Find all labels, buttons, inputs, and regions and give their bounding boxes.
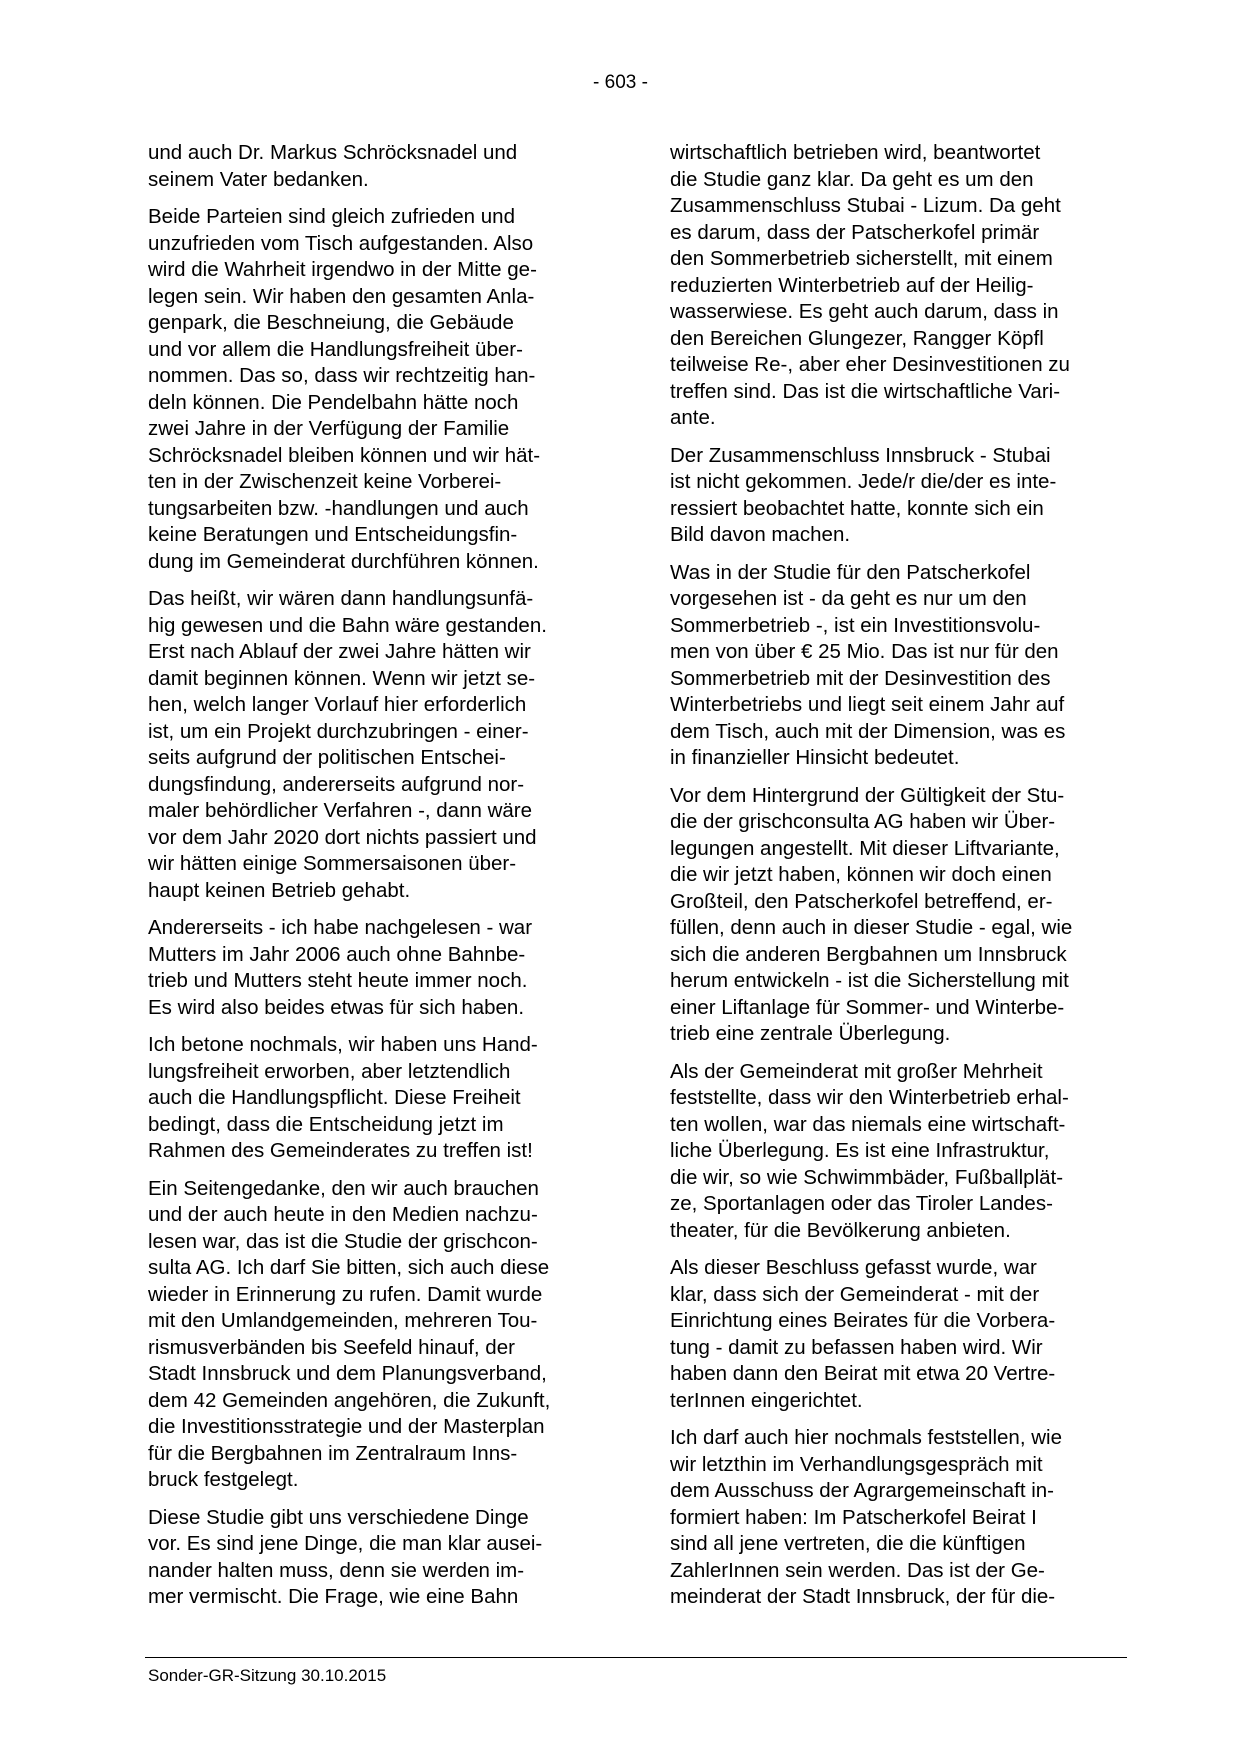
text-line: die Studie ganz klar. Da geht es um den	[670, 167, 1034, 191]
text-line: vor dem Jahr 2020 dort nichts passiert und	[148, 825, 537, 849]
text-line: tungsarbeiten bzw. -handlungen und auch	[148, 496, 529, 520]
text-line: auch die Handlungspflicht. Diese Freiheit	[148, 1086, 521, 1109]
text-line: Der Zusammenschluss Innsbruck - Stubai	[670, 443, 1051, 467]
paragraph	[148, 586, 628, 904]
text-line: tung - damit zu befassen haben wird. Wir	[670, 1335, 1043, 1359]
text-line: Beide Parteien sind gleich zufrieden und	[148, 205, 515, 228]
text-line: die wir jetzt haben, können wir doch einen	[670, 863, 1052, 886]
footer-text: Sonder-GR-Sitzung 30.10.2015	[148, 1666, 387, 1685]
text-line: dungsfindung, andererseits aufgrund nor-	[148, 772, 525, 796]
text-line: ten in der Zwischenzeit keine Vorberei-	[148, 470, 502, 493]
text-line: Was in der Studie für den Patscherkofel	[670, 560, 1031, 584]
text-line: Ich betone nochmals, wir haben uns Hand-	[148, 1033, 538, 1056]
text-line: Winterbetriebs und liegt seit einem Jahr auf	[670, 693, 1065, 716]
paragraph	[670, 560, 1150, 772]
paragraph	[670, 783, 1150, 1048]
text-line: wir hätten einige Sommersaisonen über-	[148, 852, 517, 875]
text-line: mit den Umlandgemeinden, mehreren Tou-	[148, 1309, 538, 1332]
text-line: terInnen eingerichtet.	[670, 1388, 863, 1412]
text-line: Ein Seitengedanke, den wir auch brauchen	[148, 1176, 539, 1200]
text-line: die der grischconsulta AG haben wir Über-	[670, 810, 1056, 833]
text-line: haupt keinen Betrieb gehabt.	[148, 878, 411, 902]
text-line: zwei Jahre in der Verfügung der Familie	[148, 417, 510, 440]
text-line: unzufrieden vom Tisch aufgestanden. Also	[148, 231, 534, 255]
text-line: lungsfreiheit erworben, aber letztendlich	[148, 1059, 511, 1083]
text-line: wieder in Erinnerung zu rufen. Damit wurde	[148, 1282, 543, 1306]
text-line: men von über € 25 Mio. Das ist nur für den	[670, 640, 1059, 663]
text-line: Erst nach Ablauf der zwei Jahre hätten wir	[148, 640, 531, 663]
text-line: für die Bergbahnen im Zentralraum Inns-	[148, 1441, 518, 1465]
text-line: Andererseits - ich habe nachgelesen - war	[148, 916, 533, 939]
text-line: formiert haben: Im Patscherkofel Beirat I	[670, 1505, 1037, 1529]
text-line: dung im Gemeinderat durchführen können.	[148, 549, 539, 573]
paragraph	[670, 1255, 1150, 1414]
text-line: ze, Sportanlagen oder das Tiroler Landes-	[670, 1192, 1053, 1215]
text-line: teilweise Re-, aber eher Desinvestitionen zu	[670, 353, 1070, 376]
text-line: reduzierten Winterbetrieb auf der Heilig-	[670, 273, 1034, 297]
text-line: ante.	[670, 406, 716, 429]
paragraph	[670, 140, 1150, 432]
text-line: ist nicht gekommen. Jede/r die/der es inte-	[670, 470, 1057, 493]
text-line: sind all jene vertreten, die die künftigen	[670, 1532, 1026, 1555]
text-line: und der auch heute in den Medien nachzu-	[148, 1203, 538, 1226]
text-line: sulta AG. Ich darf Sie bitten, sich auch diese	[148, 1256, 550, 1279]
text-line: es darum, dass der Patscherkofel primär	[670, 220, 1040, 244]
text-line: Schröcksnadel bleiben können und wir hät-	[148, 443, 541, 467]
page-number: - 603 -	[593, 72, 648, 93]
text-line: Sommerbetrieb mit der Desinvestition des	[670, 666, 1051, 690]
text-line: dem 42 Gemeinden angehören, die Zukunft,	[148, 1388, 551, 1412]
text-line: füllen, denn auch in dieser Studie - egal, wie	[670, 916, 1073, 939]
text-line: den Bereichen Glungezer, Rangger Köpfl	[670, 326, 1044, 350]
text-line: und vor allem die Handlungsfreiheit über-	[148, 337, 523, 361]
left-column	[148, 140, 628, 1622]
text-line: Einrichtung eines Beirates für die Vorbera-	[670, 1309, 1056, 1332]
text-line: Als dieser Beschluss gefasst wurde, war	[670, 1256, 1037, 1279]
text-line: Stadt Innsbruck und dem Planungsverband,	[148, 1362, 547, 1385]
text-line: einer Liftanlage für Sommer- und Winterbe-	[670, 995, 1065, 1019]
text-line: seits aufgrund der politischen Entschei-	[148, 746, 506, 769]
text-line: legungen angestellt. Mit dieser Liftvariante,	[670, 836, 1060, 860]
text-line: dem Ausschuss der Agrargemeinschaft in-	[670, 1479, 1054, 1502]
text-line: feststellte, dass wir den Winterbetrieb erhal-	[670, 1086, 1069, 1109]
text-line: die Investitionsstrategie und der Masterplan	[148, 1415, 545, 1438]
text-line: liche Überlegung. Es ist eine Infrastruktur,	[670, 1139, 1050, 1162]
text-line: den Sommerbetrieb sicherstellt, mit einem	[670, 247, 1053, 270]
right-column	[670, 140, 1150, 1622]
text-line: mer vermischt. Die Frage, wie eine Bahn	[148, 1585, 519, 1608]
text-line: genpark, die Beschneiung, die Gebäude	[148, 311, 514, 334]
text-line: nommen. Das so, dass wir rechtzeitig han-	[148, 364, 536, 387]
text-line: Vor dem Hintergrund der Gültigkeit der Stu-	[670, 783, 1065, 807]
text-line: hig gewesen und die Bahn wäre gestanden.	[148, 613, 547, 637]
text-line: seinem Vater bedanken.	[148, 167, 369, 191]
text-line: maler behördlicher Verfahren -, dann wäre	[148, 799, 533, 822]
text-line: klar, dass sich der Gemeinderat - mit der	[670, 1282, 1040, 1306]
text-line: Ich darf auch hier nochmals feststellen, wie	[670, 1426, 1062, 1449]
text-line: lesen war, das ist die Studie der grischcon-	[148, 1229, 538, 1253]
paragraph	[148, 1032, 628, 1165]
text-line: herum entwickeln - ist die Sicherstellung mit	[670, 969, 1069, 992]
text-line: meinderat der Stadt Innsbruck, der für die-	[670, 1585, 1056, 1608]
text-line: Diese Studie gibt uns verschiedene Dinge	[148, 1505, 529, 1529]
text-line: ressiert beobachtet hatte, konnte sich ein	[670, 496, 1044, 520]
text-line: bedingt, dass die Entscheidung jetzt im	[148, 1112, 504, 1136]
text-line: wird die Wahrheit irgendwo in der Mitte ge-	[148, 258, 537, 281]
text-line: Mutters im Jahr 2006 auch ohne Bahnbe-	[148, 942, 526, 966]
text-line: Rahmen des Gemeinderates zu treffen ist!	[148, 1139, 533, 1162]
paragraph	[148, 140, 628, 193]
text-line: bruck festgelegt.	[148, 1468, 299, 1491]
text-line: damit beginnen können. Wenn wir jetzt se-	[148, 666, 536, 690]
text-line: ZahlerInnen sein werden. Das ist der Ge-	[670, 1558, 1045, 1582]
paragraph	[148, 915, 628, 1021]
text-line: wir letzthin im Verhandlungsgespräch mit	[670, 1452, 1043, 1476]
text-line: trieb eine zentrale Überlegung.	[670, 1022, 951, 1045]
text-line: ist, um ein Projekt durchzubringen - einer-	[148, 719, 529, 743]
text-line: Das heißt, wir wären dann handlungsunfä-	[148, 587, 534, 610]
text-line: sich die anderen Bergbahnen um Innsbruck	[670, 942, 1067, 966]
text-line: Sommerbetrieb -, ist ein Investitionsvolu-	[670, 613, 1041, 637]
paragraph	[670, 1059, 1150, 1245]
text-line: keine Beratungen und Entscheidungsfin-	[148, 523, 518, 546]
text-line: wirtschaftlich betrieben wird, beantwortet	[670, 141, 1041, 164]
text-line: nander halten muss, denn sie werden im-	[148, 1558, 525, 1582]
text-line: treffen sind. Das ist die wirtschaftliche Vari-	[670, 379, 1061, 403]
text-line: legen sein. Wir haben den gesamten Anla-	[148, 284, 535, 308]
text-line: trieb und Mutters steht heute immer noch.	[148, 969, 528, 992]
text-line: in finanzieller Hinsicht bedeutet.	[670, 746, 960, 769]
paragraph	[148, 1176, 628, 1494]
text-line: dem Tisch, auch mit der Dimension, was es	[670, 719, 1066, 743]
text-line: theater, für die Bevölkerung anbieten.	[670, 1218, 1011, 1242]
text-line: Bild davon machen.	[670, 523, 851, 546]
text-line: deln können. Die Pendelbahn hätte noch	[148, 390, 519, 414]
text-line: vorgesehen ist - da geht es nur um den	[670, 587, 1027, 610]
text-line: und auch Dr. Markus Schröcksnadel und	[148, 141, 518, 164]
text-line: Großteil, den Patscherkofel betreffend, er-	[670, 889, 1053, 913]
footer-divider	[145, 1657, 1127, 1658]
text-line: ten wollen, war das niemals eine wirtschaft-	[670, 1112, 1066, 1136]
paragraph	[670, 1425, 1150, 1611]
text-line: Es wird also beides etwas für sich haben.	[148, 995, 525, 1019]
text-line: Als der Gemeinderat mit großer Mehrheit	[670, 1059, 1043, 1083]
text-line: die wir, so wie Schwimmbäder, Fußballplät-	[670, 1165, 1064, 1189]
text-line: Zusammenschluss Stubai - Lizum. Da geht	[670, 194, 1061, 217]
text-line: hen, welch langer Vorlauf hier erforderlich	[148, 693, 527, 716]
paragraph	[670, 443, 1150, 549]
paragraph	[148, 1505, 628, 1611]
text-line: vor. Es sind jene Dinge, die man klar ausei-	[148, 1532, 543, 1555]
text-line: wasserwiese. Es geht auch darum, dass in	[670, 300, 1059, 323]
text-line: haben dann den Beirat mit etwa 20 Vertre-	[670, 1362, 1056, 1385]
paragraph	[148, 204, 628, 575]
text-line: rismusverbänden bis Seefeld hinauf, der	[148, 1335, 515, 1359]
